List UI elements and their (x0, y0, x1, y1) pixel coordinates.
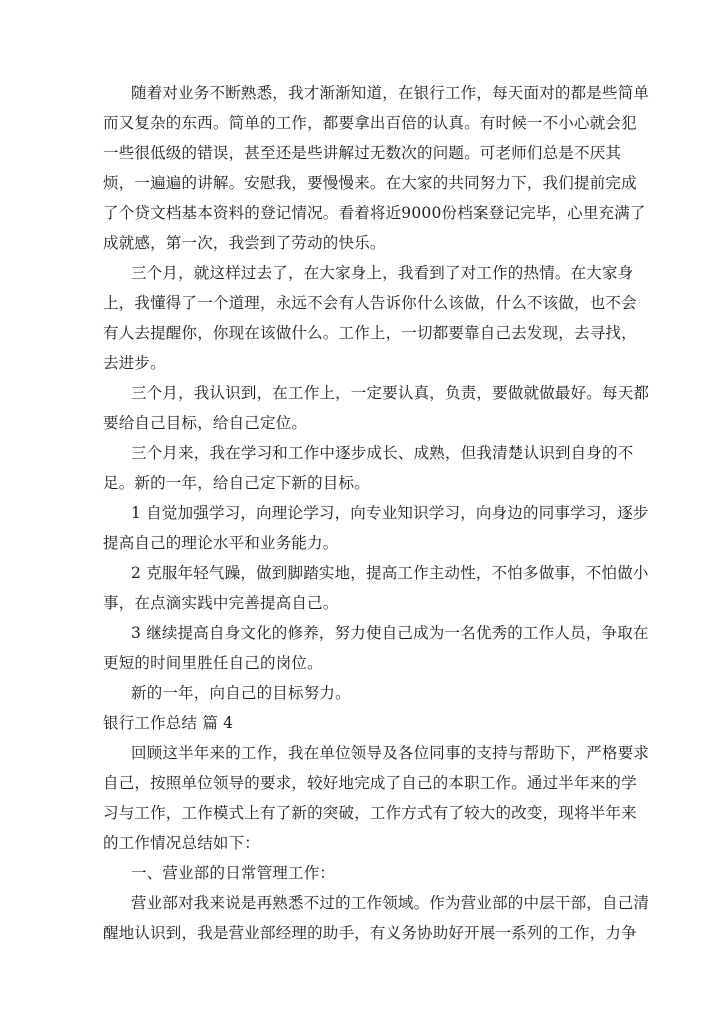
text-line: 足。新的一年，给自己定下新的目标。 (103, 474, 370, 492)
text-line: 烦，一遍遍的讲解。安慰我，要慢慢来。在大家的共同努力下，我们提前完成 (103, 174, 637, 192)
text-line: 成就感，第一次，我尝到了劳动的快乐。 (103, 234, 386, 252)
text-line: 自己，按照单位领导的要求，较好地完成了自己的本职工作。通过半年来的学 (103, 774, 637, 792)
text-line: 提高自己的理论水平和业务能力。 (103, 534, 339, 552)
text-line: 2 克服年轻气躁，做到脚踏实地，提高工作主动性，不怕多做事，不怕做小 (131, 564, 649, 582)
text-line: 而又复杂的东西。简单的工作，都要拿出百倍的认真。有时候一不小心就会犯 (103, 114, 637, 132)
text-line: 事，在点滴实践中完善提高自己。 (103, 594, 339, 612)
text-line: 一些很低级的错误，甚至还是些讲解过无数次的问题。可老师们总是不厌其 (103, 144, 622, 162)
subsection-heading: 一、营业部的日常管理工作： (131, 864, 336, 882)
text-line: 更短的时间里胜任自己的岗位。 (103, 654, 323, 672)
text-line: 随着对业务不断熟悉，我才渐渐知道，在银行工作，每天面对的都是些简单 (131, 84, 650, 102)
text-line: 了个贷文档基本资料的登记情况。看着将近9000份档案登记完毕，心里充满了 (103, 204, 646, 222)
text-line: 有人去提醒你，你现在该做什么。工作上，一切都要靠自己去发现，去寻找， (103, 324, 637, 342)
document-page (103, 78, 650, 948)
text-line: 三个月，就这样过去了，在大家身上，我看到了对工作的热情。在大家身 (131, 264, 634, 282)
text-line: 新的一年，向自己的目标努力。 (131, 684, 351, 702)
text-line: 3 继续提高自身文化的修养，努力使自己成为一名优秀的工作人员，争取在 (131, 624, 649, 642)
text-line: 营业部对我来说是再熟悉不过的工作领域。作为营业部的中层干部，自己清 (131, 894, 650, 912)
text-line: 要给自己目标，给自己定位。 (103, 414, 308, 432)
text-line: 习与工作，工作模式上有了新的突破，工作方式有了较大的改变，现将半年来 (103, 804, 637, 822)
section-heading: 银行工作总结 篇 4 (103, 714, 234, 732)
text-line: 三个月，我认识到，在工作上，一定要认真，负责，要做就做最好。每天都 (131, 384, 650, 402)
text-line: 回顾这半年来的工作，我在单位领导及各位同事的支持与帮助下，严格要求 (131, 744, 650, 762)
text-line: 醒地认识到，我是营业部经理的助手，有义务协助好开展一系列的工作，力争 (103, 924, 637, 942)
text-line: 1 自觉加强学习，向理论学习，向专业知识学习，向身边的同事学习，逐步 (131, 504, 649, 522)
text-line: 三个月来，我在学习和工作中逐步成长、成熟，但我清楚认识到自身的不 (131, 444, 634, 462)
text-line: 去进步。 (103, 354, 166, 372)
text-line: 的工作情况总结如下： (103, 834, 261, 852)
text-line: 上，我懂得了一个道理，永远不会有人告诉你什么该做，什么不该做，也不会 (103, 294, 637, 312)
